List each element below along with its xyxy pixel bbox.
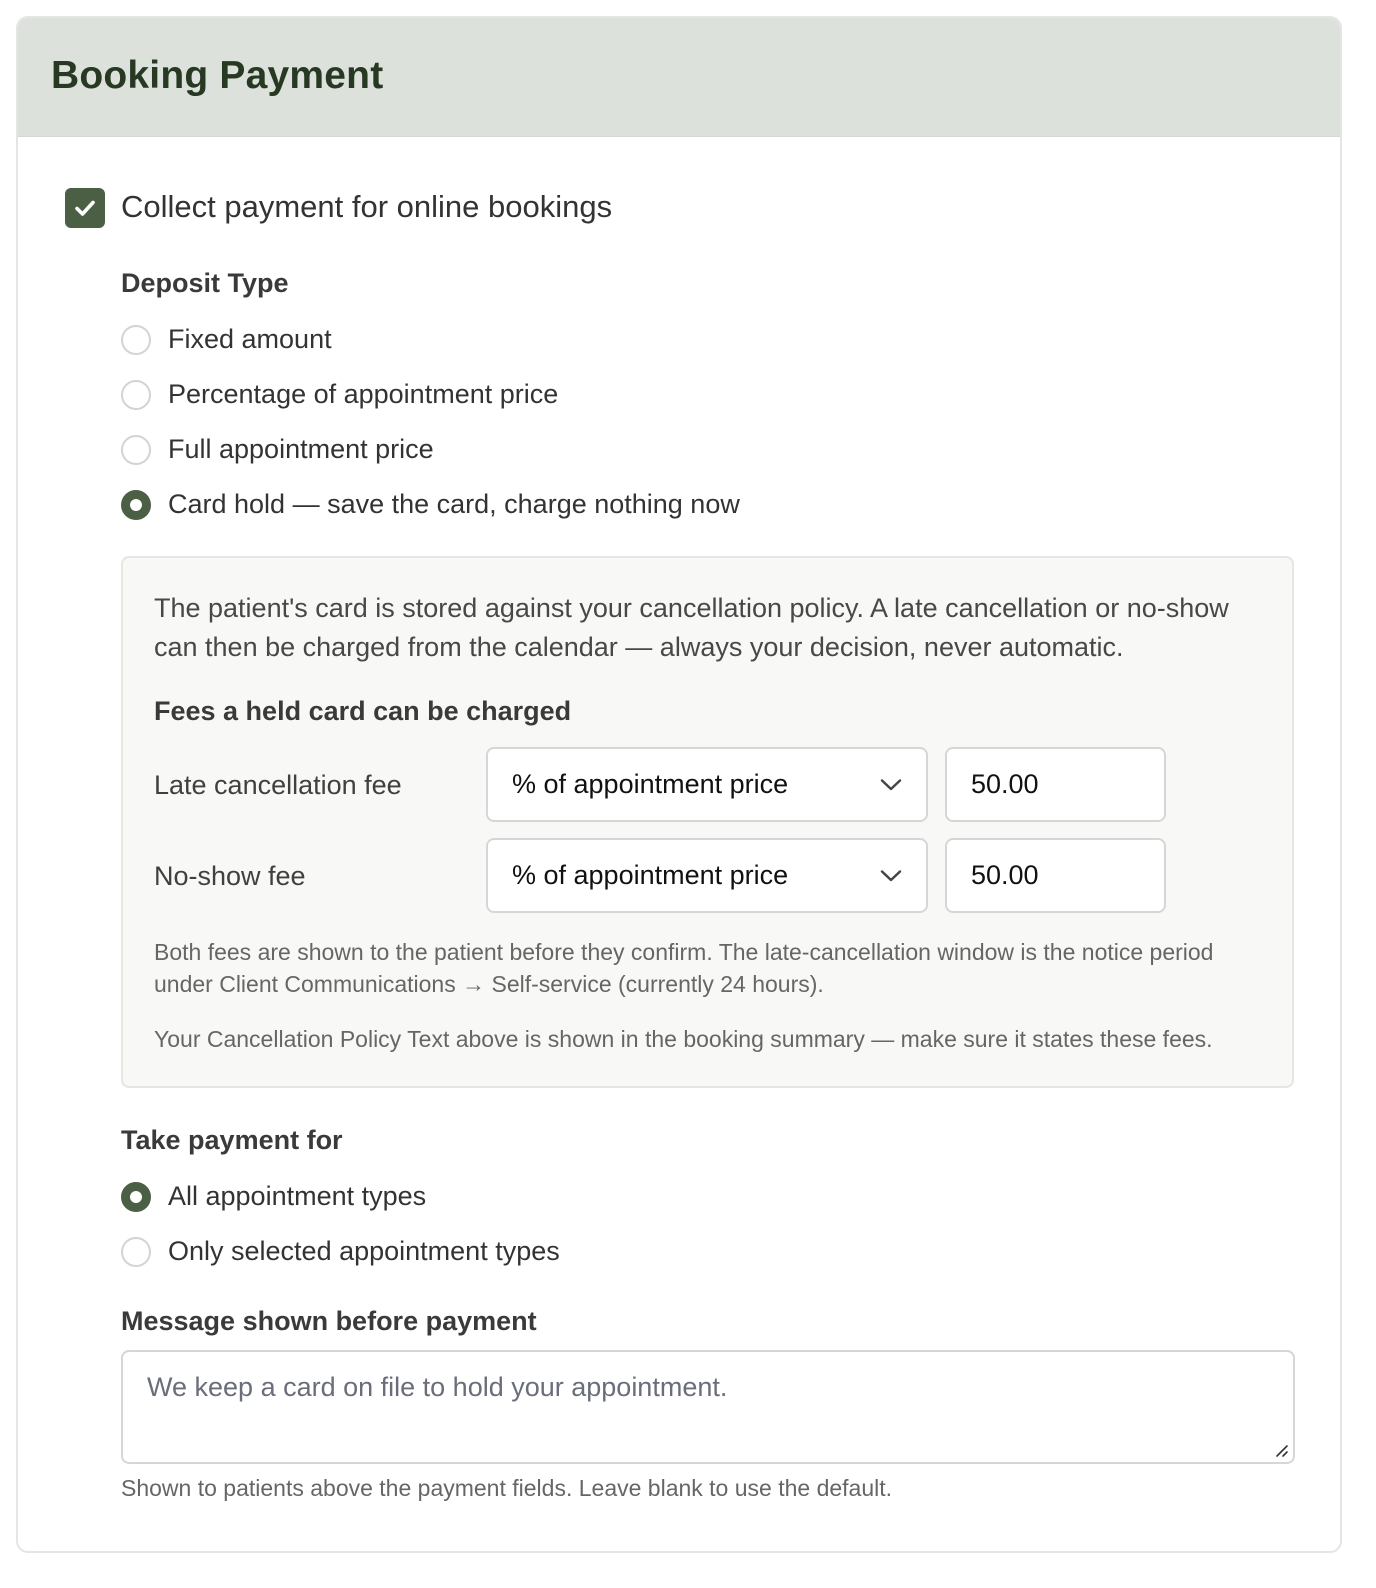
chevron-down-icon [880,778,902,792]
radio-label: Only selected appointment types [168,1236,560,1266]
radio-card-hold[interactable] [121,490,151,520]
textarea-placeholder: We keep a card on file to hold your appointment. [147,1372,728,1402]
radio-label: Card hold — save the card, charge nothing now [168,489,740,519]
no-show-fee-amount-input[interactable] [945,838,1166,913]
message-label: Message shown before payment [121,1306,537,1336]
late-cancellation-fee-type-select[interactable] [486,747,928,822]
radio-full-price[interactable] [121,435,151,465]
late-cancellation-fee-amount-input[interactable] [945,747,1166,822]
collect-payment-label[interactable]: Collect payment for online bookings [121,189,613,224]
card-hold-description-1: The patient's card is stored against your cancellation policy. A late cancellation or no-show [154,593,1229,623]
select-value: % of appointment price [512,769,789,799]
checkmark-icon [72,195,98,221]
message-textarea[interactable] [121,1350,1295,1464]
radio-label: Full appointment price [168,434,434,464]
deposit-option-card-hold[interactable] [121,489,740,520]
card-header [18,18,1340,137]
select-value: % of appointment price [512,860,789,890]
message-hint: Shown to patients above the payment fields. Leave blank to use the default. [121,1475,893,1501]
take-payment-option-selected[interactable] [121,1236,560,1267]
radio-all-types[interactable] [121,1182,151,1212]
card-hold-description-2: can then be charged from the calendar — always your decision, never automatic. [154,632,1124,662]
late-cancellation-fee-label: Late cancellation fee [154,770,402,800]
take-payment-option-all[interactable] [121,1181,426,1212]
deposit-option-percentage[interactable] [121,379,558,410]
fees-note-line-2: under Client Communications → Self-service (currently 24 hours). [154,971,824,997]
chevron-down-icon [880,869,902,883]
policy-text-note: Your Cancellation Policy Text above is shown in the booking summary — make sure it states these fees. [154,1026,1213,1052]
radio-label: Fixed amount [168,324,332,354]
radio-fixed-amount[interactable] [121,325,151,355]
collect-payment-checkbox[interactable] [65,188,105,228]
radio-percentage[interactable] [121,380,151,410]
page-title: Booking Payment [51,54,384,97]
radio-selected-types[interactable] [121,1237,151,1267]
take-payment-for-label: Take payment for [121,1125,343,1155]
card-hold-panel [121,556,1294,1088]
no-show-fee-label: No-show fee [154,861,306,891]
booking-payment-card [16,16,1342,1553]
deposit-option-full[interactable] [121,434,434,465]
fees-heading: Fees a held card can be charged [154,696,572,726]
no-show-fee-type-select[interactable] [486,838,928,913]
fees-note-line-1: Both fees are shown to the patient before they confirm. The late-cancellation window is the notice period [154,939,1214,965]
radio-label: All appointment types [168,1181,427,1211]
resize-handle-icon[interactable] [1273,1442,1289,1458]
deposit-option-fixed[interactable] [121,324,332,355]
input-value: 50.00 [971,769,1039,799]
input-value: 50.00 [971,860,1039,890]
deposit-type-label: Deposit Type [121,268,289,298]
radio-label: Percentage of appointment price [168,379,559,409]
